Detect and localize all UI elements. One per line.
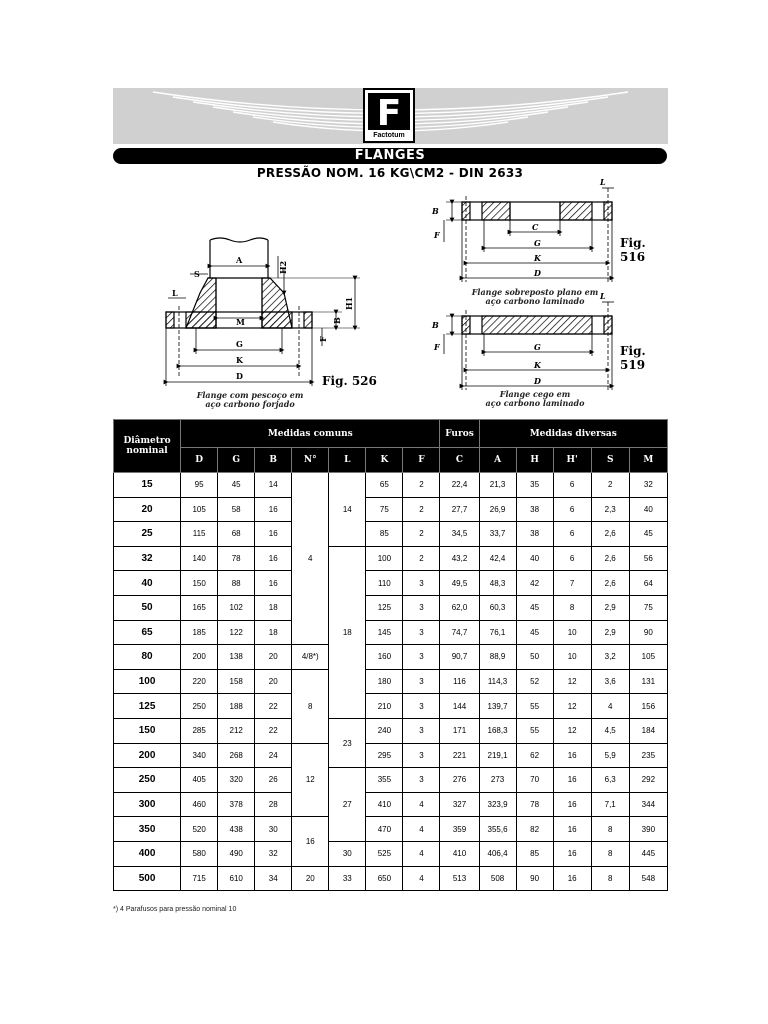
column-header: L: [329, 448, 366, 473]
dim-d-label: D: [534, 268, 541, 278]
dim-c-label: C: [532, 222, 539, 232]
logo-brand: Factotum: [373, 132, 405, 139]
cell-c: 43,2: [440, 546, 479, 571]
cell-h: 38: [516, 497, 553, 522]
cell-b: 20: [255, 645, 292, 670]
fig519-label: Fig. 519: [620, 344, 646, 372]
cell-m: 45: [629, 522, 667, 547]
cell-l: 23: [329, 718, 366, 767]
cell-a: 76,1: [479, 620, 516, 645]
cell-d: 250: [181, 694, 218, 719]
cell-a: 48,3: [479, 571, 516, 596]
cell-h: 55: [516, 718, 553, 743]
cell-d: 95: [181, 473, 218, 498]
cell-f: 3: [403, 645, 440, 670]
dimensions-table-wrap: [113, 419, 668, 891]
dim-h1-label: H1: [344, 296, 354, 310]
cell-s: 5,9: [591, 743, 629, 768]
cell-s: 6,3: [591, 768, 629, 793]
cell-g: 158: [218, 669, 255, 694]
cell-f: 3: [403, 768, 440, 793]
cell-a: 42,4: [479, 546, 516, 571]
cell-f: 2: [403, 497, 440, 522]
cell-d: 105: [181, 497, 218, 522]
dim-b-label: B: [332, 317, 342, 324]
table-row: [114, 522, 668, 547]
dim-m-label: M: [236, 317, 245, 327]
cell-h-prime: 6: [553, 522, 591, 547]
cell-dn: 40: [114, 571, 181, 596]
footnote: *) 4 Parafusos para pressão nominal 10: [113, 906, 237, 913]
cell-h-prime: 16: [553, 866, 591, 891]
cell-dn: 250: [114, 768, 181, 793]
cell-k: 240: [366, 718, 403, 743]
cell-c: 90,7: [440, 645, 479, 670]
cell-d: 340: [181, 743, 218, 768]
cell-b: 18: [255, 620, 292, 645]
cell-b: 30: [255, 817, 292, 842]
cell-c: 513: [440, 866, 479, 891]
cell-n: 4: [292, 473, 329, 645]
cell-a: 273: [479, 768, 516, 793]
cell-f: 2: [403, 473, 440, 498]
cell-g: 378: [218, 792, 255, 817]
cell-g: 212: [218, 718, 255, 743]
cell-k: 295: [366, 743, 403, 768]
column-header: N°: [292, 448, 329, 473]
fig519-caption: Flange cego em aço carbono laminado: [485, 389, 585, 408]
cell-g: 102: [218, 595, 255, 620]
cell-g: 45: [218, 473, 255, 498]
cell-k: 180: [366, 669, 403, 694]
column-header: D: [181, 448, 218, 473]
cell-f: 4: [403, 792, 440, 817]
cell-f: 3: [403, 595, 440, 620]
cell-m: 390: [629, 817, 667, 842]
cell-h-prime: 16: [553, 768, 591, 793]
cell-dn: 200: [114, 743, 181, 768]
column-header: H': [553, 448, 591, 473]
cell-c: 34,5: [440, 522, 479, 547]
cell-h-prime: 6: [553, 497, 591, 522]
page-title: FLANGES: [354, 148, 426, 163]
header-medidas-comuns: Medidas comuns: [181, 420, 440, 448]
cell-h-prime: 8: [553, 595, 591, 620]
cell-m: 445: [629, 841, 667, 866]
cell-g: 122: [218, 620, 255, 645]
dim-d-label: D: [534, 376, 541, 386]
cell-m: 90: [629, 620, 667, 645]
cell-h: 45: [516, 620, 553, 645]
cell-c: 327: [440, 792, 479, 817]
cell-k: 125: [366, 595, 403, 620]
cell-b: 18: [255, 595, 292, 620]
cell-f: 4: [403, 866, 440, 891]
cell-c: 74,7: [440, 620, 479, 645]
cell-s: 8: [591, 841, 629, 866]
cell-a: 114,3: [479, 669, 516, 694]
cell-h: 78: [516, 792, 553, 817]
cell-h: 85: [516, 841, 553, 866]
table-row: [114, 792, 668, 817]
fig526-caption: Flange com pescoço em aço carbono forjado: [196, 390, 304, 409]
cell-s: 2: [591, 473, 629, 498]
cell-c: 171: [440, 718, 479, 743]
cell-dn: 15: [114, 473, 181, 498]
table-row: [114, 571, 668, 596]
header-medidas-diversas: Medidas diversas: [479, 420, 667, 448]
dim-f-label: F: [434, 342, 440, 352]
cell-h: 52: [516, 669, 553, 694]
cell-h-prime: 7: [553, 571, 591, 596]
cell-l: 27: [329, 768, 366, 842]
cell-s: 3,6: [591, 669, 629, 694]
cell-g: 438: [218, 817, 255, 842]
cell-m: 292: [629, 768, 667, 793]
cell-b: 34: [255, 866, 292, 891]
cell-a: 168,3: [479, 718, 516, 743]
cell-s: 2,6: [591, 571, 629, 596]
dim-b-label: B: [432, 206, 439, 216]
cell-h: 90: [516, 866, 553, 891]
cell-s: 3,2: [591, 645, 629, 670]
cell-b: 32: [255, 841, 292, 866]
cell-a: 139,7: [479, 694, 516, 719]
dim-h2-label: H2: [278, 260, 288, 274]
column-header: M: [629, 448, 667, 473]
cell-b: 16: [255, 571, 292, 596]
fig516-caption: Flange sobreposto plano em aço carbono laminado: [471, 287, 599, 306]
logo-letter: F: [376, 93, 402, 134]
header-diametro-nominal: Diâmetro nominal: [114, 420, 181, 473]
dim-k-label: K: [534, 360, 541, 370]
cell-a: 355,6: [479, 817, 516, 842]
table-row: [114, 841, 668, 866]
cell-m: 344: [629, 792, 667, 817]
cell-d: 520: [181, 817, 218, 842]
cell-n: 4/8*): [292, 645, 329, 670]
cell-g: 58: [218, 497, 255, 522]
column-header: C: [440, 448, 479, 473]
cell-k: 85: [366, 522, 403, 547]
fig526-label: Fig. 526: [322, 374, 377, 388]
cell-d: 185: [181, 620, 218, 645]
cell-h: 38: [516, 522, 553, 547]
cell-k: 210: [366, 694, 403, 719]
cell-dn: 500: [114, 866, 181, 891]
cell-m: 235: [629, 743, 667, 768]
fig519-drawing: [444, 302, 614, 390]
cell-m: 64: [629, 571, 667, 596]
cell-c: 49,5: [440, 571, 479, 596]
technical-drawings: [150, 178, 670, 416]
cell-s: 2,6: [591, 522, 629, 547]
cell-h: 55: [516, 694, 553, 719]
table-row: [114, 645, 668, 670]
cell-s: 4: [591, 694, 629, 719]
cell-f: 3: [403, 620, 440, 645]
cell-m: 40: [629, 497, 667, 522]
cell-g: 78: [218, 546, 255, 571]
cell-m: 156: [629, 694, 667, 719]
cell-g: 188: [218, 694, 255, 719]
cell-b: 16: [255, 546, 292, 571]
table-row: [114, 473, 668, 498]
fig526-drawing: [166, 238, 360, 386]
cell-d: 150: [181, 571, 218, 596]
dim-k-label: K: [534, 253, 541, 263]
cell-d: 285: [181, 718, 218, 743]
column-header: K: [366, 448, 403, 473]
cell-l: 30: [329, 841, 366, 866]
cell-d: 460: [181, 792, 218, 817]
cell-dn: 400: [114, 841, 181, 866]
dim-k-label: K: [236, 355, 243, 365]
fig516-label: Fig. 516: [620, 236, 646, 264]
cell-a: 60,3: [479, 595, 516, 620]
cell-k: 75: [366, 497, 403, 522]
cell-m: 184: [629, 718, 667, 743]
cell-b: 14: [255, 473, 292, 498]
cell-s: 8: [591, 866, 629, 891]
cell-k: 160: [366, 645, 403, 670]
cell-l: 18: [329, 546, 366, 718]
table-row: [114, 743, 668, 768]
cell-f: 3: [403, 743, 440, 768]
cell-c: 62,0: [440, 595, 479, 620]
dim-l-label: L: [600, 291, 606, 301]
cell-c: 27,7: [440, 497, 479, 522]
cell-d: 115: [181, 522, 218, 547]
cell-m: 105: [629, 645, 667, 670]
cell-s: 2,9: [591, 595, 629, 620]
cell-m: 131: [629, 669, 667, 694]
cell-h: 70: [516, 768, 553, 793]
cell-d: 220: [181, 669, 218, 694]
cell-h: 42: [516, 571, 553, 596]
cell-f: 3: [403, 694, 440, 719]
page-subtitle: PRESSÃO NOM. 16 KG\CM2 - DIN 2633: [256, 166, 524, 180]
cell-dn: 25: [114, 522, 181, 547]
cell-dn: 80: [114, 645, 181, 670]
cell-d: 715: [181, 866, 218, 891]
cell-c: 116: [440, 669, 479, 694]
cell-dn: 350: [114, 817, 181, 842]
cell-f: 4: [403, 817, 440, 842]
cell-c: 144: [440, 694, 479, 719]
cell-h-prime: 6: [553, 473, 591, 498]
cell-a: 406,4: [479, 841, 516, 866]
table-row: [114, 595, 668, 620]
cell-a: 323,9: [479, 792, 516, 817]
cell-h: 82: [516, 817, 553, 842]
cell-g: 138: [218, 645, 255, 670]
cell-k: 110: [366, 571, 403, 596]
cell-dn: 65: [114, 620, 181, 645]
cell-h: 35: [516, 473, 553, 498]
column-header: F: [403, 448, 440, 473]
cell-dn: 300: [114, 792, 181, 817]
cell-b: 22: [255, 694, 292, 719]
cell-s: 8: [591, 817, 629, 842]
cell-b: 16: [255, 522, 292, 547]
title-bar: [113, 148, 667, 164]
column-header: A: [479, 448, 516, 473]
cell-h-prime: 16: [553, 841, 591, 866]
cell-d: 405: [181, 768, 218, 793]
cell-f: 3: [403, 718, 440, 743]
cell-h-prime: 10: [553, 645, 591, 670]
cell-b: 26: [255, 768, 292, 793]
cell-c: 22,4: [440, 473, 479, 498]
cell-b: 22: [255, 718, 292, 743]
cell-dn: 100: [114, 669, 181, 694]
dim-f-label: F: [434, 230, 440, 240]
cell-f: 2: [403, 546, 440, 571]
cell-dn: 125: [114, 694, 181, 719]
dim-f-label: F: [318, 336, 328, 342]
table-row: [114, 669, 668, 694]
table-row: [114, 546, 668, 571]
cell-f: 2: [403, 522, 440, 547]
cell-m: 548: [629, 866, 667, 891]
table-row: [114, 497, 668, 522]
cell-s: 7,1: [591, 792, 629, 817]
cell-g: 268: [218, 743, 255, 768]
fig516-drawing: [444, 188, 614, 282]
column-header: S: [591, 448, 629, 473]
cell-c: 359: [440, 817, 479, 842]
column-header: H: [516, 448, 553, 473]
cell-h: 40: [516, 546, 553, 571]
cell-a: 33,7: [479, 522, 516, 547]
column-header: G: [218, 448, 255, 473]
cell-h: 62: [516, 743, 553, 768]
cell-s: 2,9: [591, 620, 629, 645]
cell-s: 2,3: [591, 497, 629, 522]
cell-k: 650: [366, 866, 403, 891]
cell-k: 145: [366, 620, 403, 645]
cell-f: 3: [403, 669, 440, 694]
cell-h: 50: [516, 645, 553, 670]
dim-g-label: G: [534, 238, 541, 248]
cell-n: 12: [292, 743, 329, 817]
cell-b: 28: [255, 792, 292, 817]
cell-n: 8: [292, 669, 329, 743]
cell-a: 88,9: [479, 645, 516, 670]
cell-g: 320: [218, 768, 255, 793]
table-row: [114, 817, 668, 842]
cell-d: 200: [181, 645, 218, 670]
dim-b-label: B: [432, 320, 439, 330]
table-row: [114, 718, 668, 743]
cell-g: 610: [218, 866, 255, 891]
cell-a: 219,1: [479, 743, 516, 768]
cell-f: 4: [403, 841, 440, 866]
cell-d: 140: [181, 546, 218, 571]
cell-h-prime: 10: [553, 620, 591, 645]
cell-k: 525: [366, 841, 403, 866]
cell-dn: 32: [114, 546, 181, 571]
dim-g-label: G: [534, 342, 541, 352]
cell-h-prime: 12: [553, 694, 591, 719]
cell-a: 21,3: [479, 473, 516, 498]
cell-c: 221: [440, 743, 479, 768]
table-row: [114, 620, 668, 645]
cell-h-prime: 16: [553, 743, 591, 768]
dim-s-label: S: [194, 269, 200, 279]
dim-a-label: A: [236, 255, 243, 265]
dim-l-label: L: [172, 288, 178, 298]
cell-d: 580: [181, 841, 218, 866]
cell-n: 16: [292, 817, 329, 866]
cell-b: 24: [255, 743, 292, 768]
table-row: [114, 694, 668, 719]
column-header: B: [255, 448, 292, 473]
cell-m: 75: [629, 595, 667, 620]
cell-k: 470: [366, 817, 403, 842]
cell-h-prime: 12: [553, 718, 591, 743]
cell-dn: 150: [114, 718, 181, 743]
cell-l: 33: [329, 866, 366, 891]
cell-h: 45: [516, 595, 553, 620]
cell-k: 100: [366, 546, 403, 571]
cell-a: 508: [479, 866, 516, 891]
cell-c: 410: [440, 841, 479, 866]
dim-d-label: D: [236, 371, 243, 381]
dim-g-label: G: [236, 339, 243, 349]
cell-s: 2,6: [591, 546, 629, 571]
cell-a: 26,9: [479, 497, 516, 522]
cell-g: 88: [218, 571, 255, 596]
cell-b: 20: [255, 669, 292, 694]
cell-c: 276: [440, 768, 479, 793]
cell-f: 3: [403, 571, 440, 596]
cell-h-prime: 16: [553, 817, 591, 842]
cell-b: 16: [255, 497, 292, 522]
cell-k: 355: [366, 768, 403, 793]
cell-h-prime: 6: [553, 546, 591, 571]
dimensions-table: [113, 419, 668, 891]
cell-l: 14: [329, 473, 366, 547]
cell-dn: 20: [114, 497, 181, 522]
header-furos: Furos: [440, 420, 479, 448]
cell-m: 56: [629, 546, 667, 571]
cell-dn: 50: [114, 595, 181, 620]
cell-s: 4,5: [591, 718, 629, 743]
cell-h-prime: 12: [553, 669, 591, 694]
cell-m: 32: [629, 473, 667, 498]
cell-g: 68: [218, 522, 255, 547]
dim-l-label: L: [600, 178, 606, 187]
cell-d: 165: [181, 595, 218, 620]
factotum-logo: [363, 88, 415, 143]
cell-n: 20: [292, 866, 329, 891]
cell-g: 490: [218, 841, 255, 866]
table-row: [114, 866, 668, 891]
cell-k: 410: [366, 792, 403, 817]
table-row: [114, 768, 668, 793]
cell-h-prime: 16: [553, 792, 591, 817]
cell-k: 65: [366, 473, 403, 498]
